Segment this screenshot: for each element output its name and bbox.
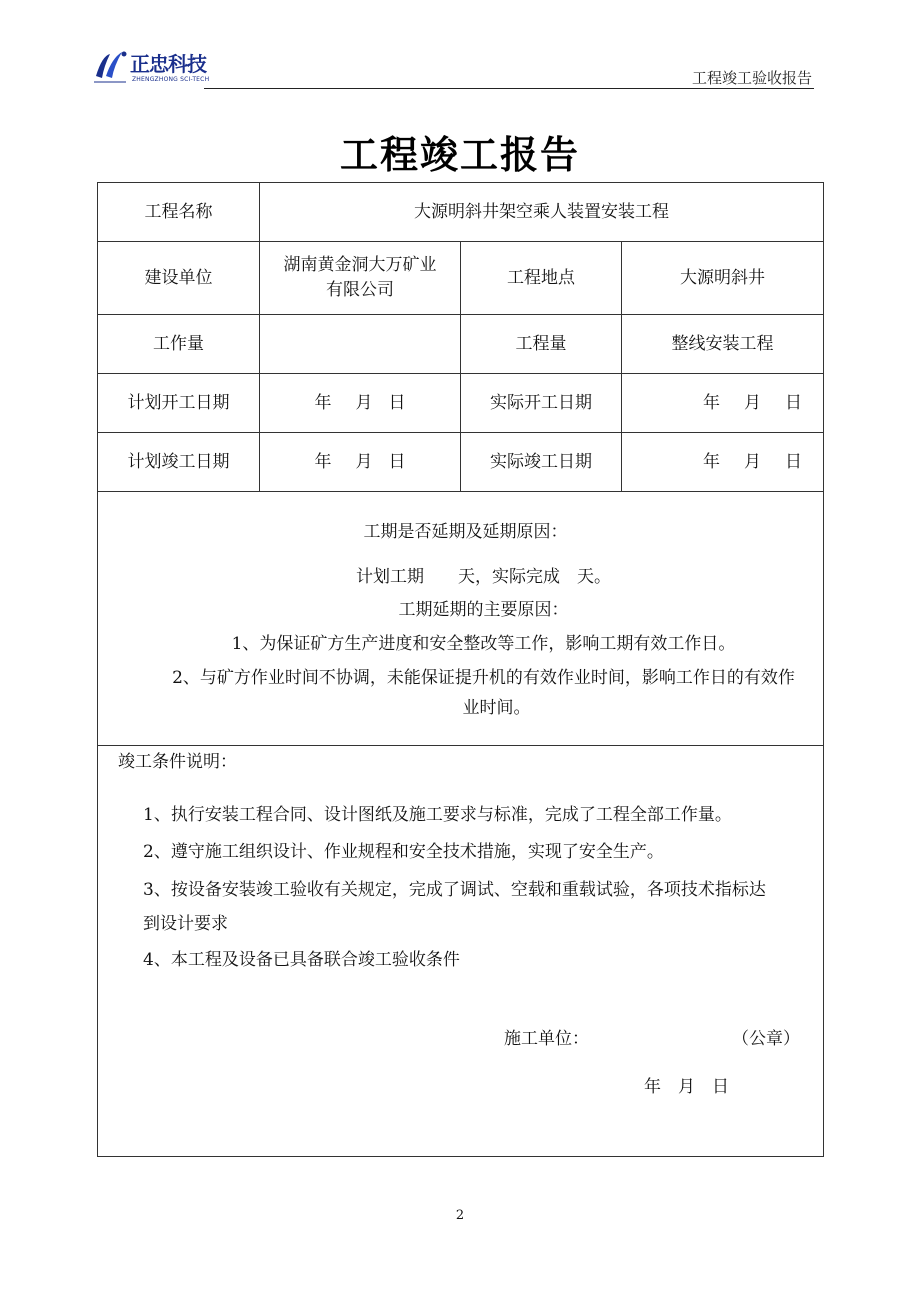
quantity-label: 工程量: [461, 315, 622, 374]
date-month: 月: [355, 451, 373, 472]
date-day: 日: [388, 451, 406, 472]
project-name-label: 工程名称: [98, 183, 260, 242]
company-logo: [92, 46, 212, 90]
sign-date: 年 月 日: [644, 1077, 729, 1097]
conditions-item-1: 1、执行安装工程合同、设计图纸及施工要求与标准，完成了工程全部工作量。: [143, 805, 732, 825]
delay-reason-2-line1: 2、与矿方作业时间不协调，未能保证提升机的有效作业时间，影响工作日的有效作: [172, 667, 795, 688]
logo-mark-icon: [92, 46, 132, 86]
delay-plan-line: 计划工期 天，实际完成 天。: [356, 566, 611, 587]
row-project-name: [98, 183, 824, 242]
location-value: 大源明斜井: [622, 242, 824, 315]
date-day: 日: [388, 392, 406, 413]
date-month: 月: [355, 392, 373, 413]
date-day: 日: [785, 451, 802, 472]
date-year: 年: [314, 451, 332, 472]
date-month: 月: [744, 392, 761, 413]
planned-end-label: 计划竣工日期: [98, 433, 260, 492]
row-start-dates: [98, 374, 824, 433]
page-header: [92, 40, 814, 90]
date-year: 年: [703, 451, 720, 472]
planned-end-value: [260, 433, 461, 492]
row-builder: [98, 242, 824, 315]
conditions-item-3-line1: 3、按设备安装竣工验收有关规定，完成了调试、空载和重载试验，各项技术指标达: [143, 880, 766, 900]
header-doc-title: 工程竣工验收报告: [691, 69, 812, 87]
delay-section: [98, 492, 824, 746]
workload-label: 工作量: [98, 315, 260, 374]
contractor-sign-label: 施工单位：: [504, 1029, 589, 1049]
delay-reasons-title: 工期延期的主要原因：: [398, 600, 569, 621]
builder-value: [260, 242, 461, 315]
actual-start-label: 实际开工日期: [461, 374, 622, 433]
date-year: 年: [703, 392, 720, 413]
conditions-item-4: 4、本工程及设备已具备联合竣工验收条件: [143, 950, 460, 970]
delay-reason-1: 1、为保证矿方生产进度和安全整改等工作，影响工期有效工作日。: [231, 634, 736, 654]
logo-name: 正忠科技: [130, 52, 206, 76]
conditions-item-2: 2、遵守施工组织设计、作业规程和安全技术措施，实现了安全生产。: [143, 842, 664, 862]
row-end-dates: [98, 433, 824, 492]
date-month: 月: [744, 451, 761, 472]
row-delay: [98, 492, 824, 746]
header-divider: [204, 88, 814, 89]
actual-start-value: [622, 374, 824, 433]
row-workload: [98, 315, 824, 374]
conditions-item-3-line2: 到设计要求: [143, 914, 228, 934]
location-label: 工程地点: [461, 242, 622, 315]
workload-value: [260, 315, 461, 374]
delay-title: 工期是否延期及延期原因：: [363, 522, 568, 543]
logo-subtitle: ZHENGZHONG SCI-TECH: [132, 76, 210, 83]
actual-end-value: [622, 433, 824, 492]
page-title: 工程竣工报告: [339, 132, 580, 177]
conditions-title: 竣工条件说明：: [118, 752, 237, 772]
builder-label: 建设单位: [98, 242, 260, 315]
planned-start-label: 计划开工日期: [98, 374, 260, 433]
delay-reason-2-line2: 业时间。: [462, 698, 531, 719]
date-year: 年: [314, 392, 332, 413]
quantity-value: 整线安装工程: [622, 315, 824, 374]
report-table: [97, 182, 824, 1157]
page-number: 2: [455, 1208, 465, 1223]
builder-value-line1: 湖南黄金洞大万矿业: [283, 255, 437, 276]
planned-start-value: [260, 374, 461, 433]
project-name-value: 大源明斜井架空乘人装置安装工程: [260, 183, 824, 242]
date-day: 日: [785, 392, 802, 413]
actual-end-label: 实际竣工日期: [461, 433, 622, 492]
builder-value-line2: 有限公司: [326, 280, 394, 300]
official-seal-label: （公章）: [732, 1029, 800, 1049]
